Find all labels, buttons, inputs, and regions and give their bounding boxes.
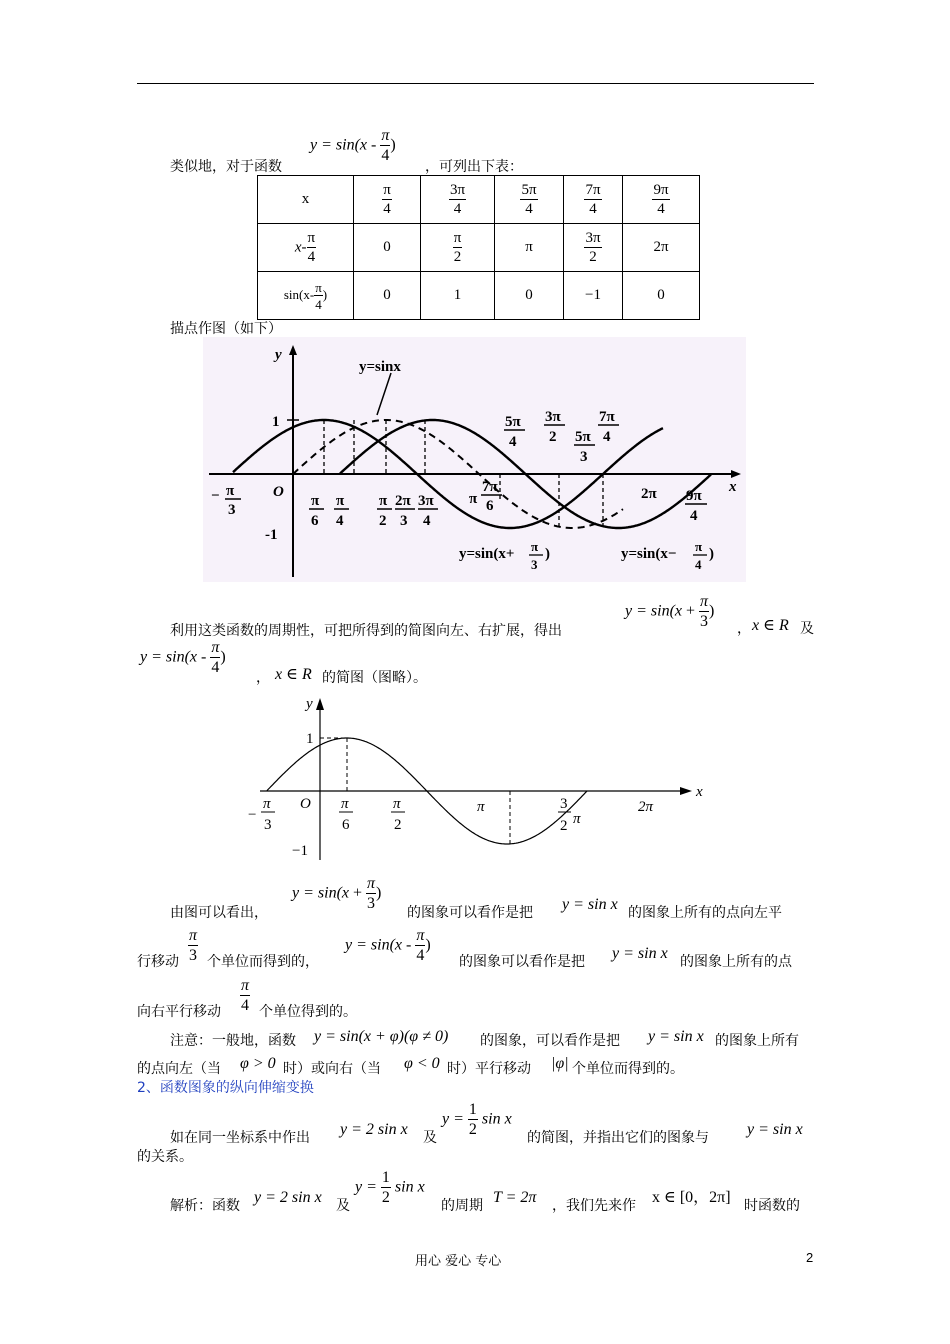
tick-num: π (393, 796, 401, 812)
tick-pi: π (477, 799, 485, 815)
intro-tail: ，可列出下表： (425, 159, 523, 175)
formula-y-sin-x-plus-pi3: y = sin(x + $\frac{\pi}{3}$ ) (292, 875, 382, 912)
tick-den: 2 (549, 429, 557, 445)
note-d: 的点向左（当 (137, 1061, 221, 1077)
y-axis-arrow (316, 698, 324, 710)
para1-comma: ， (256, 670, 270, 686)
formula-op: - (371, 136, 377, 154)
table-cell: 0 (354, 272, 421, 320)
label-frac-den: 3 (531, 557, 538, 572)
para4-b: 及 (336, 1198, 350, 1214)
para3-a: 如在同一坐标系中作出 (170, 1130, 310, 1146)
table-cell: $\frac{3\pi}{2}$ (564, 224, 623, 272)
tick-den: 3 (264, 817, 272, 833)
label-y-sin-x-plus: y=sin(x+ (459, 546, 515, 562)
label-close: ) (709, 546, 714, 562)
tick-num: π (263, 796, 271, 812)
note-b: 的图象，可以看作是把 (480, 1033, 620, 1049)
formula-y-sin-x-plus-pi3: y = sin(x + $\frac{\pi}{3}$ ) (625, 593, 715, 630)
table-cell: 0 (495, 272, 564, 320)
y-axis-label: y (275, 347, 282, 363)
para1-text-a: 利用这类函数的周期性，可把所得到的简图向左、右扩展，得出 (170, 623, 562, 639)
para1-comma: ， (737, 621, 751, 637)
section-heading: 2、函数图象的纵向伸缩变换 (137, 1080, 314, 1096)
tick-num: 3 (560, 796, 568, 812)
formula-period: T = 2π (493, 1189, 537, 1206)
formula-text: y = sin(x (310, 136, 367, 154)
tick-pi-suffix: π (573, 811, 581, 827)
tick-den: 4 (509, 434, 517, 450)
para2-h: 向右平行移动 (137, 1004, 221, 1020)
tick-den: 4 (423, 513, 431, 529)
formula-x-in-R: x ∈ R (752, 617, 789, 634)
tick-den: 3 (228, 502, 236, 518)
note-f: 时）平行移动 (447, 1061, 531, 1077)
formula-y-2sinx: y = 2 sin x (340, 1121, 408, 1138)
tick-num: 7π (599, 409, 615, 425)
frac-num: π (381, 127, 390, 144)
table-cell: $\frac{5\pi}{4}$ (495, 176, 564, 224)
tick-den: 6 (311, 513, 319, 529)
label-origin: O (300, 796, 311, 812)
table-row (258, 272, 700, 320)
para2-b: 的图象可以看作是把 (407, 905, 533, 921)
table-cell: $\frac{\pi}{2}$ (421, 224, 495, 272)
formula-close: ) (390, 136, 396, 154)
tick-pi: π (469, 491, 478, 507)
intro-lead: 类似地，对于函数 (170, 159, 282, 175)
formula-y-sinx: y = sin x (562, 896, 618, 913)
table-head-x: x (258, 176, 354, 224)
tick-den: 4 (603, 429, 611, 445)
page-number: 2 (806, 1250, 814, 1265)
frac-den: 4 (381, 147, 390, 164)
graph-sin-x-plus-pi3 (240, 690, 720, 870)
label-frac-num: π (695, 539, 703, 554)
formula-abs-phi: |φ| (551, 1055, 569, 1072)
formula-x-interval: x ∈ [0，2π] (652, 1189, 731, 1206)
header-rule (137, 83, 814, 84)
table-cell: 0 (354, 224, 421, 272)
label-y-sinx: y=sinx (359, 359, 401, 375)
formula-y-sin-x-plus-phi: y = sin(x + φ)(φ ≠ 0) (314, 1028, 449, 1045)
formula-x-in-R: x ∈ R (275, 666, 312, 683)
para3-b: 及 (423, 1130, 437, 1146)
table-row (258, 224, 700, 272)
note-e: 时）或向右（当 (283, 1061, 381, 1077)
formula-phi-lt-0: φ < 0 (404, 1055, 440, 1072)
para4-c: 的周期 (441, 1198, 483, 1214)
label-origin: O (273, 484, 284, 500)
label-frac-den: 4 (695, 557, 702, 572)
tick-num: π (379, 493, 388, 509)
y-axis-label: y (306, 696, 313, 712)
tick-neg-sign: − (248, 807, 257, 823)
para3-d: 的关系。 (137, 1149, 193, 1165)
tick-two-pi: 2π (641, 486, 657, 502)
formula-phi-gt-0: φ > 0 (240, 1055, 276, 1072)
tick-den: 6 (342, 817, 350, 833)
tick-den: 4 (690, 508, 698, 524)
tick-den: 2 (379, 513, 387, 529)
para2-d: 行移动 (137, 954, 179, 970)
x-axis-label: x (729, 479, 737, 495)
table-cell: π (495, 224, 564, 272)
fraction (380, 128, 390, 164)
tick-num: π (311, 493, 320, 509)
table-cell: $\frac{3\pi}{4}$ (421, 176, 495, 224)
label-one: 1 (272, 414, 280, 430)
tick-num: 5π (575, 429, 591, 445)
formula-y-sinx: y = sin x (747, 1121, 803, 1138)
para2-g: 的图象上所有的点 (680, 954, 792, 970)
para2-e: 个单位而得到的， (207, 954, 319, 970)
tick-num: π (226, 483, 235, 499)
table-cell: 0 (623, 272, 700, 320)
tick-num: 3π (545, 409, 561, 425)
para2-f: 的图象可以看作是把 (459, 954, 585, 970)
tick-den: 2 (394, 817, 402, 833)
tick-den: 6 (486, 498, 494, 514)
formula-y-sin-x-minus-pi4-2: y = sin(x - $\frac{\pi}{4}$ ) (140, 639, 226, 676)
tick-den: 3 (580, 449, 588, 465)
table-head-x-minus-pi4: x- $\frac{\pi}{4}$ (258, 224, 354, 272)
tick-num: π (336, 493, 345, 509)
tick-two-pi: 2π (638, 799, 654, 815)
fraction-pi3: $\frac{\pi}{3}$ (189, 927, 198, 964)
x-axis-arrow (680, 787, 692, 795)
tick-num: 2π (395, 493, 411, 509)
para2-i: 个单位得到的。 (259, 1004, 357, 1020)
fraction-pi4: $\frac{\pi}{4}$ (241, 977, 250, 1014)
para4-d: ，我们先来作 (552, 1198, 636, 1214)
table-cell: 2π (623, 224, 700, 272)
para4-a: 解析：函数 (170, 1198, 240, 1214)
tick-num: 3π (418, 493, 434, 509)
formula-y-sinx: y = sin x (648, 1028, 704, 1045)
note-g: 个单位而得到的。 (572, 1061, 684, 1077)
table-cell: −1 (564, 272, 623, 320)
tick-num: 7π (482, 479, 498, 495)
note-a: 注意：一般地，函数 (170, 1033, 296, 1049)
formula-y-half-sinx: y = $\frac{1}{2}$ sin x (442, 1101, 512, 1138)
plot-caption: 描点作图（如下） (170, 321, 282, 337)
table-cell: 1 (421, 272, 495, 320)
tick-den: 3 (400, 513, 408, 529)
table-cell: $\frac{9\pi}{4}$ (623, 176, 700, 224)
formula-y-sinx: y = sin x (612, 945, 668, 962)
label-neg-one: -1 (265, 527, 278, 543)
para2-a: 由图可以看出， (170, 905, 268, 921)
formula-y-sin-x-minus-pi4-3: y = sin(x - $\frac{\pi}{4}$ ) (345, 927, 431, 964)
tick-num: 5π (505, 414, 521, 430)
note-c: 的图象上所有 (715, 1033, 799, 1049)
table-row (258, 176, 700, 224)
formula-y-half-sinx: y = $\frac{1}{2}$ sin x (355, 1169, 425, 1206)
table-head-sin: sin(x- $\frac{\pi}{4}$ ) (258, 272, 354, 320)
label-close: ) (545, 546, 550, 562)
x-axis-label: x (696, 784, 703, 800)
label-neg-one: −1 (292, 843, 308, 859)
tick-num: 9π (686, 488, 702, 504)
label-one: 1 (306, 731, 314, 747)
values-table (257, 175, 700, 320)
para2-c: 的图象上所有的点向左平 (628, 905, 782, 921)
tick-den: 4 (336, 513, 344, 529)
graph-three-sines (203, 337, 746, 582)
table-cell: $\frac{\pi}{4}$ (354, 176, 421, 224)
para1-and: 及 (800, 621, 814, 637)
footer-text: 用心 爱心 专心 (415, 1254, 502, 1269)
tick-den: 2 (560, 818, 568, 834)
tick-num: π (341, 796, 349, 812)
para3-c: 的简图，并指出它们的图象与 (527, 1130, 709, 1146)
label-frac-num: π (531, 539, 539, 554)
formula-y-sin-x-minus-pi4 (310, 128, 396, 164)
label-y-sin-x-minus: y=sin(x− (621, 546, 677, 562)
table-cell: $\frac{7\pi}{4}$ (564, 176, 623, 224)
tick-neg-sign: − (211, 488, 220, 504)
para1-text-b: 的简图（图略）。 (322, 670, 427, 686)
formula-y-2sinx: y = 2 sin x (254, 1189, 322, 1206)
para4-e: 时函数的 (744, 1198, 800, 1214)
